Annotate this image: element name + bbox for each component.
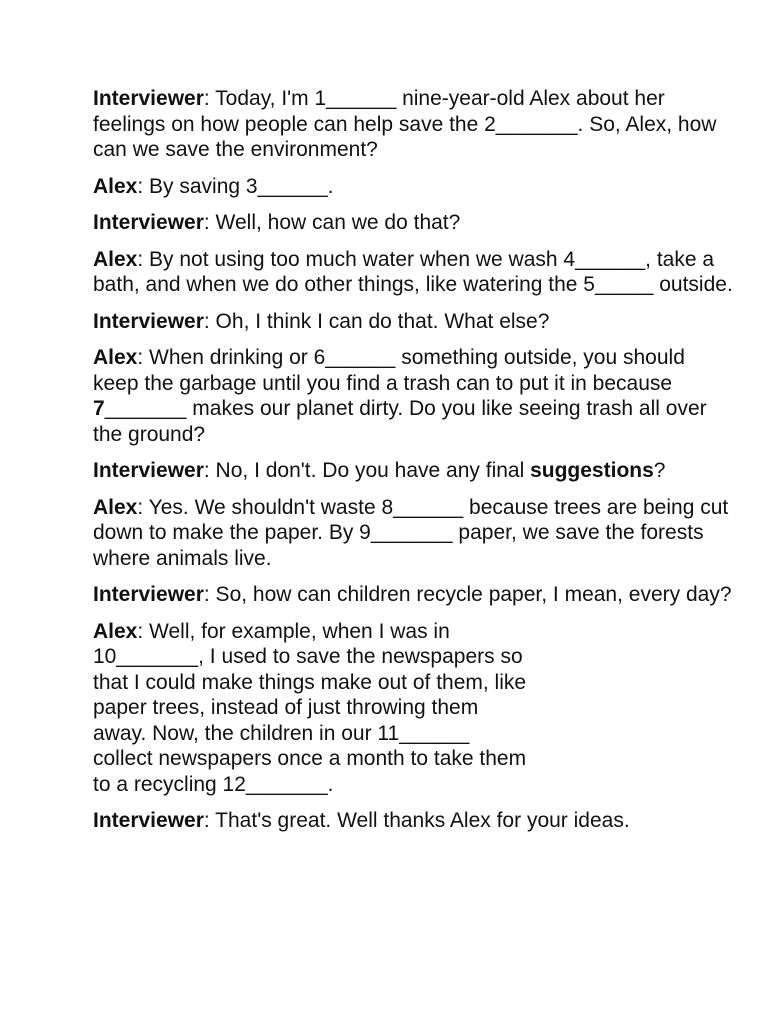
speaker-name: Alex — [93, 247, 138, 271]
speaker-name: Alex — [93, 346, 138, 369]
speaker-name: Alex — [93, 619, 138, 643]
dialogue-paragraph — [93, 495, 733, 572]
dialogue-text: : Well, how can we do that? — [203, 211, 461, 234]
dialogue-paragraph — [93, 582, 733, 608]
bold-text-segment: suggestions — [530, 459, 654, 482]
dialogue-paragraph — [93, 458, 733, 484]
dialogue-text: : Well, for example, when I was in 10_______, I used to save the newspapers so that I could make things make out of them, like paper trees, instead of just throwing them away. Now, the children in our 11______ collect newspapers once a month to take them to a recycling 12_______. — [93, 619, 527, 796]
dialogue-paragraph — [93, 619, 533, 798]
interview-document — [93, 86, 733, 845]
dialogue-text: : When drinking or 6______ something outside, you should keep the garbage until you find a trash can to put it in because — [93, 346, 685, 395]
dialogue-text: : Oh, I think I can do that. What else? — [203, 309, 550, 333]
speaker-name: Interviewer — [93, 211, 204, 234]
speaker-name: Interviewer — [93, 459, 204, 482]
dialogue-text: : By saving 3______. — [137, 174, 334, 198]
speaker-name: Alex — [93, 174, 138, 198]
dialogue-paragraph — [93, 86, 733, 163]
dialogue-text: ? — [653, 459, 666, 482]
bold-text-segment: 7 — [93, 397, 105, 420]
dialogue-paragraph — [93, 309, 733, 335]
dialogue-paragraph — [93, 247, 733, 298]
dialogue-paragraph — [93, 174, 733, 200]
speaker-name: Interviewer — [93, 87, 204, 110]
dialogue-text: : By not using too much water when we wash 4______, take a bath, and when we do other things, like watering the 5_____ outside. — [93, 247, 733, 296]
dialogue-paragraph — [93, 345, 733, 447]
dialogue-text: : No, I don't. Do you have any final — [203, 459, 531, 482]
speaker-name: Interviewer — [93, 583, 204, 606]
dialogue-text: : Yes. We shouldn't waste 8______ because trees are being cut down to make the paper. By 9_______ paper, we save the forests where animals live. — [93, 495, 729, 570]
speaker-name: Alex — [93, 495, 138, 519]
dialogue-text: : That's great. Well thanks Alex for your ideas. — [203, 809, 630, 832]
dialogue-text: _______ makes our planet dirty. Do you like seeing trash all over the ground? — [93, 397, 707, 446]
dialogue-paragraph — [93, 808, 733, 834]
dialogue-text: : So, how can children recycle paper, I mean, every day? — [203, 583, 732, 606]
speaker-name: Interviewer — [93, 309, 204, 333]
speaker-name: Interviewer — [93, 809, 204, 832]
dialogue-paragraph — [93, 210, 733, 236]
dialogue-text: : Today, I'm 1______ nine-year-old Alex about her feelings on how people can help save the 2_______. So, Alex, how can we save the environment? — [93, 87, 717, 161]
